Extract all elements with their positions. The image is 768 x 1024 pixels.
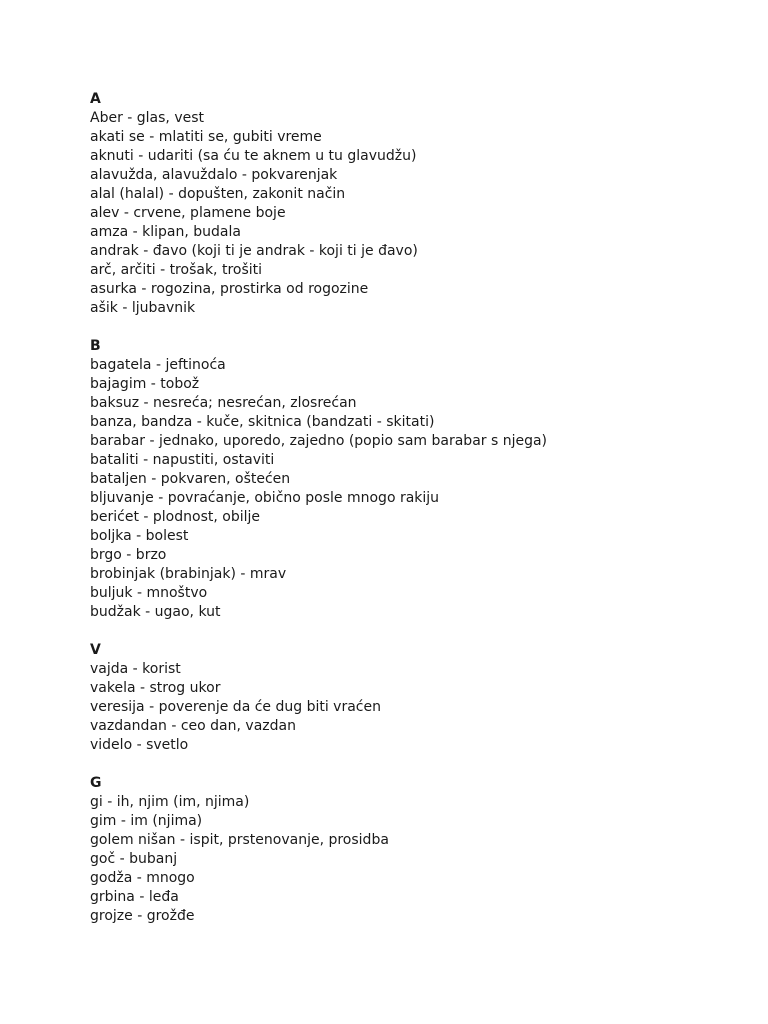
glossary-entry: budžak - ugao, kut: [90, 604, 221, 620]
glossary-entry: golem nišan - ispit, prstenovanje, prosidba: [90, 832, 389, 848]
glossary-entry: amza - klipan, budala: [90, 224, 241, 240]
section-v: [90, 641, 768, 755]
section-letter: B: [90, 338, 101, 354]
glossary-entry: vazdandan - ceo dan, vazdan: [90, 718, 296, 734]
glossary-entry: grojze - grožđe: [90, 908, 195, 924]
glossary-entry: akati se - mlatiti se, gubiti vreme: [90, 129, 322, 145]
glossary-entry: bajagim - tobož: [90, 376, 200, 392]
glossary-entry: bataliti - napustiti, ostaviti: [90, 452, 275, 468]
glossary-entry: bagatela - jeftinoća: [90, 357, 226, 373]
section-b: [90, 337, 768, 622]
glossary-entry: gim - im (njima): [90, 813, 203, 829]
glossary-entry: vakela - strog ukor: [90, 680, 221, 696]
glossary-entry: ašik - ljubavnik: [90, 300, 196, 316]
section-letter: V: [90, 642, 101, 658]
section-g: [90, 774, 768, 926]
glossary-entry: Aber - glas, vest: [90, 110, 205, 126]
glossary-entry: brgo - brzo: [90, 547, 167, 563]
glossary-entry: brobinjak (brabinjak) - mrav: [90, 566, 287, 582]
glossary-entry: berićet - plodnost, obilje: [90, 509, 260, 525]
glossary-entry: buljuk - mnoštvo: [90, 585, 208, 601]
glossary-entry: godža - mnogo: [90, 870, 195, 886]
section-letter: A: [90, 91, 101, 107]
glossary-entry: arč, arčiti - trošak, trošiti: [90, 262, 263, 278]
glossary-entry: veresija - poverenje da će dug biti vraćen: [90, 699, 381, 715]
glossary-entry: banza, bandza - kuče, skitnica (bandzati - skitati): [90, 414, 435, 430]
glossary-entry: gi - ih, njim (im, njima): [90, 794, 250, 810]
glossary-entry: bataljen - pokvaren, oštećen: [90, 471, 291, 487]
glossary-entry: aknuti - udariti (sa ću te aknem u tu glavudžu): [90, 148, 417, 164]
section-a: [90, 90, 768, 318]
glossary-entry: videlo - svetlo: [90, 737, 189, 753]
glossary-entry: goč - bubanj: [90, 851, 178, 867]
glossary-entry: alavužda, alavuždalo - pokvarenjak: [90, 167, 338, 183]
glossary-entry: barabar - jednako, uporedo, zajedno (popio sam barabar s njega): [90, 433, 548, 449]
glossary-entry: andrak - đavo (koji ti je andrak - koji ti je đavo): [90, 243, 418, 259]
glossary-entry: alev - crvene, plamene boje: [90, 205, 286, 221]
section-letter: G: [90, 775, 102, 791]
glossary-entry: alal (halal) - dopušten, zakonit način: [90, 186, 346, 202]
glossary-entry: grbina - leđa: [90, 889, 179, 905]
glossary-entry: boljka - bolest: [90, 528, 189, 544]
glossary-entry: asurka - rogozina, prostirka od rogozine: [90, 281, 369, 297]
glossary-entry: vajda - korist: [90, 661, 181, 677]
glossary-entry: bljuvanje - povraćanje, obično posle mnogo rakiju: [90, 490, 440, 506]
glossary-entry: baksuz - nesreća; nesrećan, zlosrećan: [90, 395, 357, 411]
